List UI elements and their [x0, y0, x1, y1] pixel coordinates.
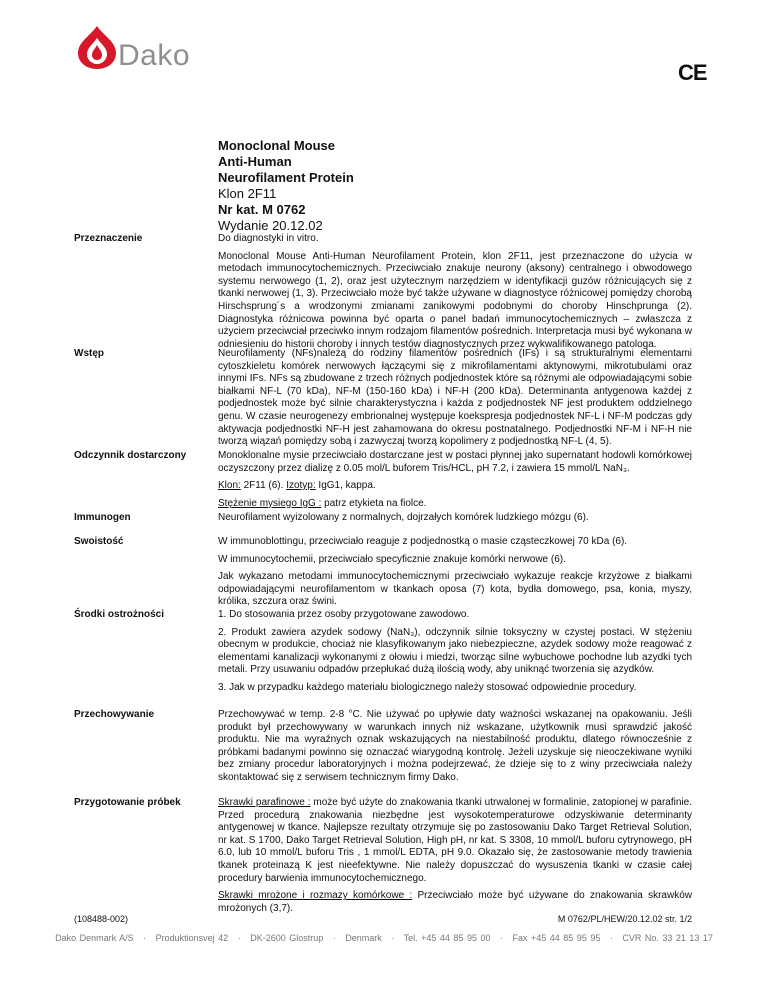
title-line-1: Monoclonal Mouse: [218, 138, 335, 153]
section-label: Wstęp: [74, 348, 104, 359]
section-przygotowanie-probek: [74, 797, 692, 920]
section-label: Odczynnik dostarczony: [74, 450, 187, 461]
paraffin-label: Skrawki parafinowe :: [218, 797, 311, 808]
paragraph: [218, 797, 692, 885]
dako-drop-icon: [74, 24, 120, 70]
telephone: Tel. +45 44 85 95 00: [403, 933, 491, 943]
city: DK-2600 Glostrup: [250, 933, 324, 943]
clone-line: Klon 2F11: [218, 186, 277, 201]
separator: ·: [237, 933, 241, 943]
separator: ·: [332, 933, 336, 943]
frozen-text: Przeciwciało może być używane do znakowania skrawków mrożonych (3,7).: [218, 890, 693, 914]
section-srodki-ostroznosci: [74, 609, 692, 700]
ce-mark: CE: [678, 60, 707, 85]
paragraph: W immunoblottingu, przeciwciało reaguje z podjednostką o masie cząsteczkowej 70 kDa (6).: [218, 536, 628, 547]
section-odczynnik: [74, 450, 692, 515]
paragraph: 1. Do stosowania przez osoby przygotowane zawodowo.: [218, 609, 470, 620]
paragraph: Przechowywać w temp. 2-8 °C. Nie używać po upływie daty ważności wskazanej na opakowaniu. Jeśli produkt był przechowywany w warunkach innych niż wskazane, użytkownik musi sprawdzić jakość produktu. Nie ma wyraźnych oznak wskazujących na niestabilność produktu, dlatego równocześnie z próbkami badanymi powinno się oznaczać wiarygodną kontrolę. Jeżeli uzyskuje się nieoczekiwane wyniki bez zmiany procedur laboratoryjnych i można podejrzewać, że dzieje się to z winy przeciwciała należy skontaktować się z serwisem technicznym firmy Dako.: [218, 709, 692, 783]
separator: ·: [143, 933, 147, 943]
title-line-2: Anti-Human: [218, 154, 292, 169]
clone-value: 2F11 (6).: [240, 480, 287, 492]
country: Denmark: [345, 933, 382, 943]
cvr-number: CVR No. 33 21 13 17: [622, 933, 713, 943]
brand-name: Dako: [118, 39, 191, 72]
section-label: Przechowywanie: [74, 709, 155, 720]
company-address-line: [0, 933, 768, 943]
section-przeznaczenie: [74, 233, 692, 356]
section-wstep: [74, 348, 692, 454]
company-name: Dako Denmark A/S: [55, 933, 134, 943]
section-label: Immunogen: [74, 512, 131, 523]
paragraph: 3. Jak w przypadku każdego materiału biologicznego należy stosować odpowiednie procedury.: [218, 681, 637, 693]
separator: ·: [500, 933, 503, 943]
section-label: Przeznaczenie: [74, 233, 143, 244]
separator: ·: [609, 933, 613, 943]
section-przechowywanie: [74, 709, 692, 790]
street: Produktionsvej 42: [155, 933, 229, 943]
product-title-block: [218, 138, 354, 234]
edition-date: Wydanie 20.12.02: [218, 218, 323, 233]
paragraph: [218, 890, 692, 915]
section-label: Swoistość: [74, 536, 124, 547]
clone-isotype-line: [218, 480, 692, 493]
section-immunogen: [74, 512, 692, 530]
clone-label: Klon:: [218, 480, 241, 492]
paragraph: 2. Produkt zawiera azydek sodowy (NaN₃), odczynnik silnie toksyczny w czystej postaci. W stężeniu obecnym w produkcie, chociaż nie klasyfikowanym jako niebezpieczne, azydek sodowy może reagować z elementami kanalizacji wykonanymi z ołowiu i miedzi, tworząc silne wybuchowe pochodne lub azydki tych metali. Przy usuwaniu odpadów przepłukać dużą ilością wody, aby uniknąć tworzenia się azydków.: [218, 626, 692, 676]
paragraph: Neurofilament wyizolowany z normalnych, dojrzałych komórek ludzkiego mózgu (6).: [218, 512, 589, 523]
separator: ·: [391, 933, 395, 943]
section-swoistosc: [74, 536, 692, 614]
fax: Fax +45 44 85 95 95: [512, 933, 601, 943]
paragraph: Neurofilamenty (NFs)należą do rodziny filamentów pośrednich (IFs) i są strukturalnymi elementami cytoszkieletu komórek nerwowych łączącymi się z mikrofilamentami aktynowymi, mikrotubulami oraz innymi IFs. NFs są zbudowane z trzech różnych podjednostek które są różnymi ale odpowiadającymi sobie białkami NF-L (70 kDa), NF-M (150-160 kDa) i NF-H (200 kDa). Determinanta antygenowa każdej z podjednostek może być silnie charakterystyczna i każda z podjednostek NF jest produktem oddzielnego genu. W czasie neurogenezy embrionalnej występuje koekspresja podjednostek NF-L i NF-M podczas gdy aktywacja podjednostki NF-H jest zahamowana do okresu postnatalnego. Podjednostki NF-M i NF-H nie tworzą wiązań pomiędzy sobą i zazwyczaj tworzą kopolimery z podjednostką NF-L (4, 5).: [218, 348, 692, 448]
paragraph: Monoklonalne mysie przeciwciało dostarczane jest w postaci płynnej jako supernatant hodowli komórkowej oczyszczony przez dializę z 0.05 mol/L buforem Tris/HCL, pH 7.2, i zawiera 15 mmol/L NaN₃.: [218, 450, 692, 474]
isotype-label: Izotyp:: [286, 480, 316, 492]
concentration-label: Stężenie mysiego IgG :: [218, 497, 322, 509]
catalog-number: Nr kat. M 0762: [218, 202, 306, 217]
paragraph: W immunocytochemii, przeciwciało specyficznie znakuje komórki nerwowe (6).: [218, 553, 566, 565]
paragraph: Do diagnostyki in vitro.: [218, 233, 319, 244]
dako-logo: [74, 24, 190, 70]
frozen-label: Skrawki mrożone i rozmazy komórkowe :: [218, 890, 413, 902]
paragraph: Monoclonal Mouse Anti-Human Neurofilament Protein, klon 2F11, jest przeznaczone do użycia w metodach immunocytochemicznych. Przeciwciało znakuje neurony (aksony) centralnego i obwodowego systemu nerwowego (1, 2), oraz jest użytecznym narzędziem w identyfikacji guzów różnicujących się z tkanki nerwowej (1, 3). Przeciwciało może być także używane w diagnostyce różnicowej pomiędzy chorobą Hirschsprung´s a wrodzonymi zmianami zanikowymi podobnymi do choroby Hinschprunga (2). Diagnostyka różnicowa powinna być oparta o panel badań immunocytochemicznych – zwłaszcza z użyciem przeciwciał przeciwko innym rodzajom filamentów pośrednich. Interpretacja musi być wykonana w odniesieniu do historii choroby i innych testów diagnostycznych przez wykwalifikowanego patologa.: [218, 250, 692, 350]
document-code: (108488-002): [74, 914, 129, 924]
isotype-value: IgG1, kappa.: [315, 480, 376, 492]
section-label: Przygotowanie próbek: [74, 797, 181, 808]
page-reference: M 0762/PL/HEW/20.12.02 str. 1/2: [557, 914, 692, 924]
concentration-line: [218, 498, 692, 511]
title-line-3: Neurofilament Protein: [218, 170, 354, 185]
paragraph: Jak wykazano metodami immunocytochemicznymi przeciwciało wykazuje reakcje krzyżowe z białkami odpowiadającymi neurofilamentom w tkankach oposa (7) kota, bydła domowego, psa, konia, myszy, królika, szczura oraz świni.: [218, 571, 692, 608]
concentration-value: patrz etykieta na fiolce.: [321, 497, 427, 509]
paraffin-text: może być użyte do znakowania tkanki utrwalonej w formalinie, zatopionej w parafinie. Przed procedurą znakowania niezbędne jest wysokotemperaturowe odzyskiwanie determinanty antygenowej w tkance. Najlepsze rezultaty otrzymuje się po zastosowaniu Dako Target Retrieval Solution, nr kat. S 1700, Dako Target Retrieval Solution, High pH, nr kat. S 3308, 10 mmol/L buforu cytrynowego, pH 6.0, lub 10 mmol/L buforu Tris , 1 mmol/L EDTA, pH 9.0. Okazało się, że zastosowanie metody trawienia tkanek proteinazą K jest nieefektywne. Nie należy dopuszczać do wysuszenia tkanki w czasie całej procedury barwienia immunocytochemicznego.: [218, 797, 692, 884]
section-label: Środki ostrożności: [74, 609, 165, 620]
